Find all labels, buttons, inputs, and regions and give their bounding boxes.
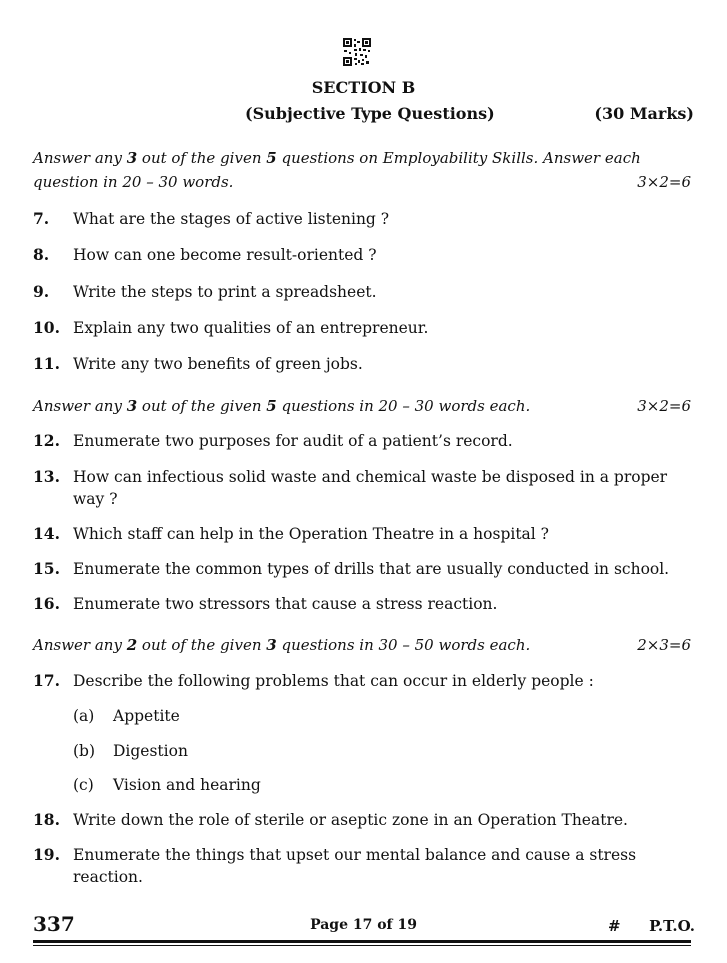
instruction-block-3 [33,633,691,657]
question-text: Explain any two qualities of an entrepreneur. [73,319,429,337]
qr-code-icon [343,38,371,66]
question-9 [33,281,691,303]
question-14 [33,523,691,545]
question-text: How can one become result-oriented ? [73,246,377,264]
instruction-marks: 3×2=6 [637,397,691,415]
question-text: What are the stages of active listening ? [73,210,390,228]
instruction-block-1 [33,146,691,194]
question-11 [33,353,691,375]
instruction-marks: 2×3=6 [637,636,691,654]
question-text: Enumerate two purposes for audit of a patient’s record. [73,432,513,450]
question-text: Write down the role of sterile or aseptic zone in an Operation Theatre. [73,811,628,829]
instruction-text: Answer any [33,149,127,167]
subpart-text: Vision and hearing [113,776,261,794]
question-16 [33,593,691,615]
question-7 [33,208,691,230]
instruction-text: Answer any [33,636,127,654]
question-number: 8. [33,245,50,264]
question-number: 14. [33,524,60,543]
section-subtitle: (Subjective Type Questions) [245,104,495,123]
instruction-text: out of the given [137,636,267,654]
question-text: How can infectious solid waste and chemical waste be disposed in a proper way ? [73,468,668,508]
question-18 [33,809,691,831]
instruction-text: questions in 20 – 30 words each. [276,397,531,415]
instruction-count: 2 [126,636,138,654]
subpart-a [73,705,180,727]
page-number: Page 17 of 19 [310,917,417,933]
instruction-text: Answer any [33,397,127,415]
section-marks: (30 Marks) [594,104,694,123]
question-number: 9. [33,282,50,301]
question-number: 13. [33,467,60,486]
subpart-label: (b) [73,742,96,760]
instruction-marks: 3×2=6 [637,173,691,191]
question-text: Write the steps to print a spreadsheet. [73,283,377,301]
instruction-text: out of the given [137,397,267,415]
question-text: Which staff can help in the Operation Theatre in a hospital ? [73,525,549,543]
footer-divider [33,940,691,943]
question-number: 12. [33,431,60,450]
question-number: 16. [33,594,60,613]
question-text: Enumerate the common types of drills that are usually conducted in school. [73,560,670,578]
subpart-text: Appetite [113,707,180,725]
instruction-text: out of the given [137,149,267,167]
footer-divider-thin [33,945,691,946]
question-12 [33,430,691,452]
instruction-count: 3 [126,149,138,167]
question-number: 7. [33,209,50,228]
question-text: Write any two benefits of green jobs. [73,355,363,373]
instruction-text: questions in 30 – 50 words each. [276,636,531,654]
question-19 [33,844,691,888]
question-number: 18. [33,810,60,829]
question-15 [33,558,691,580]
question-13 [33,466,691,510]
question-text: Enumerate the things that upset our mental balance and cause a stress reaction. [73,846,637,886]
section-title: SECTION B [311,78,416,97]
instruction-count: 3 [126,397,138,415]
question-number: 19. [33,845,60,864]
subpart-c [73,774,261,796]
instruction-text: questions on Employability Skills. Answer each question in 20 – 30 words. [33,149,641,191]
question-number: 15. [33,559,60,578]
question-8 [33,244,691,266]
instruction-total: 5 [266,397,277,415]
question-17 [33,670,691,692]
question-text: Enumerate two stressors that cause a stress reaction. [73,595,498,613]
subpart-label: (a) [73,707,95,725]
subpart-label: (c) [73,776,94,794]
hash-mark: # [608,917,621,935]
question-number: 11. [33,354,60,373]
question-number: 17. [33,671,60,690]
question-10 [33,317,691,339]
question-text: Describe the following problems that can occur in elderly people : [73,672,594,690]
instruction-block-2 [33,394,691,418]
instruction-total: 3 [266,636,277,654]
question-number: 10. [33,318,60,337]
subpart-text: Digestion [113,742,188,760]
paper-code: 337 [33,912,75,936]
instruction-total: 5 [266,149,277,167]
subpart-b [73,740,188,762]
pto-label: P.T.O. [649,917,695,935]
